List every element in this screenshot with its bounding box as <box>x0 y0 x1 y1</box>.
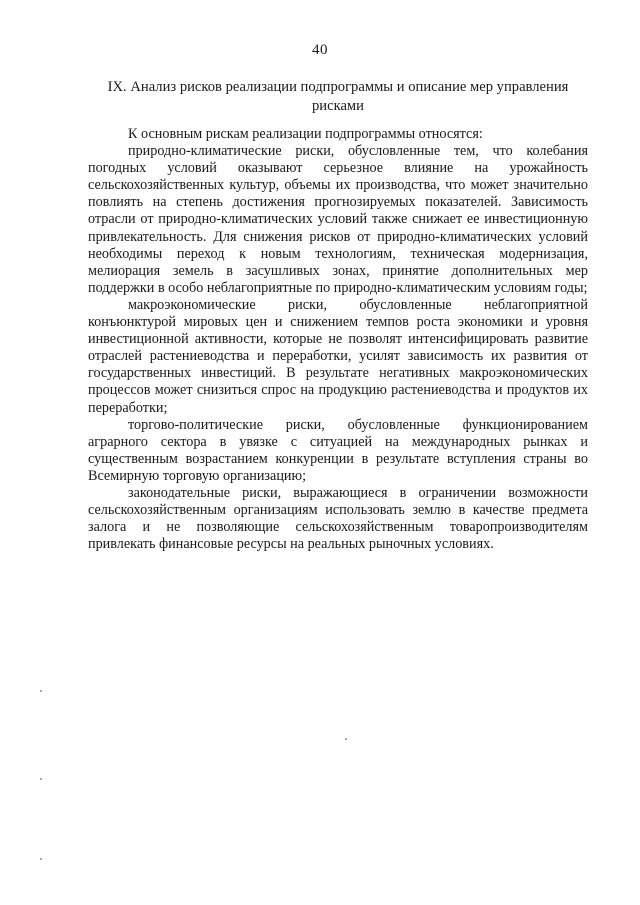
scan-speck <box>345 738 347 740</box>
scan-speck <box>40 858 42 860</box>
paragraph-climate-risks: природно-климатические риски, обусловленные тем, что колебания погодных условий оказывают серьезное влияние на урожайность сельскохозяйственных культур, объемы их производства, что может значительно повлиять на степень достижения прогнозируемых показателей. Зависимость отрасли от природно-климатических условий также снижает ее инвестиционную привлекательность. Для снижения рисков от природно-климатических условий необходимы переход к новым технологиям, техническая модернизация, мелиорация земель в засушливых зонах, принятие дополнительных мер поддержки в особо неблагоприятные по природно-климатическим условиям годы; <box>88 143 588 296</box>
body-text <box>88 126 588 553</box>
paragraph-intro: К основным рискам реализации подпрограммы относятся: <box>128 126 483 142</box>
section-title: IX. Анализ рисков реализации подпрограммы и описание мер управления рисками <box>107 79 569 114</box>
scan-speck <box>40 690 42 692</box>
scan-speck <box>40 778 42 780</box>
paragraph-legislative-risks: законодательные риски, выражающиеся в ограничении возможности сельскохозяйственным организациям использовать землю в качестве предмета залога и не позволяющие сельскохозяйственным товаропроизводителям привлекать финансовые ресурсы на реальных рыночных условиях. <box>88 484 588 553</box>
paragraph-macroeconomic-risks: макроэкономические риски, обусловленные неблагоприятной конъюнктурой мировых цен и снижением темпов роста экономики и уровня инвестиционной активности, которые не позволят интенсифицировать развитие отраслей растениеводства и переработки, усилят зависимость их развития от государственных инвестиций. В результате негативных макроэкономических процессов может снизиться спрос на продукцию растениеводства и продуктов их переработки; <box>88 296 588 416</box>
paragraph-trade-political-risks: торгово-политические риски, обусловленные функционированием аграрного сектора в увязке с ситуацией на международных рынках и существенным возрастанием конкуренции в результате вступления страны во Всемирную торговую организацию; <box>88 416 588 484</box>
page-number: 40 <box>312 42 328 58</box>
